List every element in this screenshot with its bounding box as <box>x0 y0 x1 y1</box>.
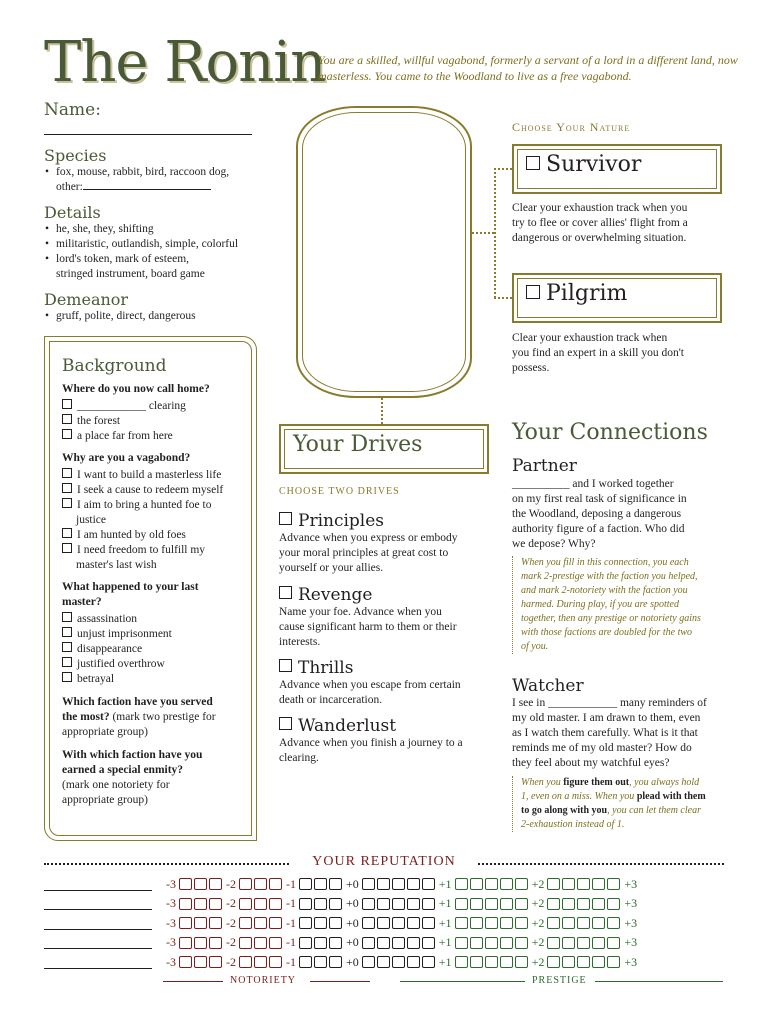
connector-line <box>494 168 496 298</box>
reputation-level-label: +3 <box>624 896 638 910</box>
reputation-box[interactable] <box>179 917 192 929</box>
checkbox[interactable] <box>62 483 72 493</box>
reputation-box[interactable] <box>209 898 222 910</box>
reputation-box[interactable] <box>407 878 420 890</box>
reputation-box[interactable] <box>455 917 468 929</box>
reputation-level-label: -1 <box>286 915 296 930</box>
reputation-level-label: -3 <box>166 876 176 891</box>
reputation-box[interactable] <box>592 917 605 929</box>
reputation-box[interactable] <box>362 937 375 949</box>
option-betrayal[interactable]: betrayal <box>62 672 248 687</box>
reputation-box[interactable] <box>377 937 390 949</box>
reputation-box[interactable] <box>562 956 575 968</box>
reputation-box[interactable] <box>592 956 605 968</box>
reputation-box[interactable] <box>329 937 342 949</box>
checkbox[interactable] <box>62 498 72 508</box>
reputation-level-label: +1 <box>438 915 452 930</box>
reputation-box[interactable] <box>299 898 312 910</box>
reputation-row <box>44 915 640 931</box>
reputation-box[interactable] <box>314 878 327 890</box>
reputation-box[interactable] <box>329 898 342 910</box>
option-redeem[interactable]: I seek a cause to redeem myself <box>62 483 248 498</box>
reputation-box[interactable] <box>485 937 498 949</box>
reputation-box[interactable] <box>607 898 620 910</box>
principles-checkbox[interactable] <box>279 512 292 525</box>
reputation-level-label: -2 <box>226 935 236 949</box>
reputation-box[interactable] <box>592 878 605 890</box>
thrills-checkbox[interactable] <box>279 659 292 672</box>
reputation-box[interactable] <box>377 956 390 968</box>
reputation-level-label: -3 <box>166 896 176 910</box>
reputation-box[interactable] <box>362 878 375 890</box>
reputation-box[interactable] <box>254 878 267 890</box>
reputation-box[interactable] <box>547 878 560 890</box>
reputation-box[interactable] <box>592 898 605 910</box>
watcher-note: When you figure them out, you always hold 1, even on a miss. When you plead with them to go along with you, you can let them clear 2-exhaustion instead of 1. <box>512 776 736 832</box>
reputation-box[interactable] <box>470 898 483 910</box>
checkbox[interactable] <box>62 528 72 538</box>
reputation-level-label: -1 <box>286 896 296 910</box>
reputation-box[interactable] <box>485 956 498 968</box>
drive-principles: Principles Advance when you express or embody your moral principles at great cost to yourself or your allies. <box>279 511 458 574</box>
faction-name-field[interactable] <box>44 956 152 969</box>
reputation-box[interactable] <box>607 917 620 929</box>
reputation-level-label: -1 <box>286 876 296 891</box>
reputation-level-label: +2 <box>531 954 545 969</box>
page-title: The Ronin <box>44 30 326 95</box>
reputation-row <box>44 896 640 912</box>
reputation-box[interactable] <box>314 956 327 968</box>
details-item: • militaristic, outlandish, simple, colorful <box>56 237 259 252</box>
faction-name-field[interactable] <box>44 897 152 910</box>
reputation-box[interactable] <box>547 917 560 929</box>
species-options: • fox, mouse, rabbit, bird, raccoon dog, <box>56 165 254 180</box>
notoriety-label: NOTORIETY <box>230 975 297 986</box>
reputation-box[interactable] <box>329 878 342 890</box>
partner-text: __________ and I worked together on my first real task of significance in the Woodland, deposing a dangerous authority figure of a faction. Who did we depose? Why? <box>512 478 687 550</box>
reputation-box[interactable] <box>407 917 420 929</box>
connector-line <box>472 232 494 234</box>
option-forest[interactable]: the forest <box>62 414 248 429</box>
reputation-box[interactable] <box>377 878 390 890</box>
reputation-box[interactable] <box>577 917 590 929</box>
option-hunted-foe[interactable]: I aim to bring a hunted foe to <box>62 498 248 513</box>
reputation-level-label: -2 <box>226 954 236 969</box>
option-imprisonment[interactable]: unjust imprisonment <box>62 627 248 642</box>
reputation-level-label: +3 <box>624 915 638 930</box>
partner-heading: Partner <box>512 456 577 476</box>
species-other: other: <box>44 180 254 195</box>
reputation-box[interactable] <box>515 878 528 890</box>
species-list <box>44 165 254 195</box>
reputation-level-label: +0 <box>346 915 359 930</box>
reputation-box[interactable] <box>547 956 560 968</box>
revenge-checkbox[interactable] <box>279 586 292 599</box>
checkbox[interactable] <box>62 543 72 553</box>
drives-subheading: CHOOSE TWO DRIVES <box>279 486 400 497</box>
reputation-box[interactable] <box>194 937 207 949</box>
faction-name-field[interactable] <box>44 878 152 891</box>
reputation-box[interactable] <box>254 898 267 910</box>
background-section <box>62 356 248 808</box>
reputation-box[interactable] <box>239 917 252 929</box>
question-vagabond: Why are you a vagabond? <box>62 452 191 464</box>
reputation-box[interactable] <box>392 898 405 910</box>
reputation-box[interactable] <box>547 937 560 949</box>
faction-name-field[interactable] <box>44 936 152 949</box>
reputation-box[interactable] <box>392 878 405 890</box>
details-item: • lord's token, mark of esteem, <box>56 252 259 267</box>
connections-title: Your Connections <box>512 420 708 445</box>
prestige-rule <box>400 981 525 982</box>
partner-note: When you fill in this connection, you each mark 2-prestige with the faction you helped, and mark 2-notoriety with the faction you harmed. During play, if you are spotted together, then any prestige or notoriety gains with those factions are doubled for the two of you. <box>512 556 731 654</box>
species-heading: Species <box>44 146 107 165</box>
reputation-level-label: +2 <box>531 915 545 930</box>
reputation-box[interactable] <box>179 956 192 968</box>
reputation-box[interactable] <box>269 917 282 929</box>
reputation-level-label: +2 <box>531 935 545 949</box>
reputation-box[interactable] <box>407 898 420 910</box>
reputation-box[interactable] <box>254 937 267 949</box>
option-disappearance[interactable]: disappearance <box>62 642 248 657</box>
reputation-level-label: -3 <box>166 935 176 949</box>
watcher-heading: Watcher <box>512 676 584 696</box>
reputation-box[interactable] <box>500 898 513 910</box>
checkbox[interactable] <box>62 468 72 478</box>
option-hunted-foe-cont: justice <box>76 514 107 526</box>
reputation-box[interactable] <box>407 956 420 968</box>
species-other-field[interactable] <box>83 189 211 190</box>
reputation-box[interactable] <box>254 917 267 929</box>
survivor-checkbox[interactable] <box>526 156 540 170</box>
reputation-box[interactable] <box>577 956 590 968</box>
reputation-box[interactable] <box>194 878 207 890</box>
reputation-box[interactable] <box>422 937 435 949</box>
nature-pilgrim-box[interactable] <box>512 273 722 323</box>
reputation-heading: YOUR REPUTATION <box>312 854 456 869</box>
reputation-level-label: +3 <box>624 954 638 969</box>
reputation-box[interactable] <box>269 956 282 968</box>
reputation-box[interactable] <box>377 917 390 929</box>
reputation-box[interactable] <box>607 956 620 968</box>
pilgrim-title: Pilgrim <box>546 281 628 306</box>
survivor-text: Clear your exhaustion track when you try to flee or cover allies' flight from a dangerous or overwhelming situation. <box>512 202 688 244</box>
portrait-frame-inner <box>302 112 466 392</box>
reputation-level-label: -3 <box>166 915 176 930</box>
reputation-box[interactable] <box>515 898 528 910</box>
reputation-box[interactable] <box>500 878 513 890</box>
reputation-box[interactable] <box>392 937 405 949</box>
reputation-box[interactable] <box>329 917 342 929</box>
reputation-box[interactable] <box>607 937 620 949</box>
reputation-box[interactable] <box>314 898 327 910</box>
watcher-text: I see in ____________ many reminders of my old master. I am drawn to them, even as I watch them carefully. What is it that reminds me of my old master? How do they feel about my watchful eyes? <box>512 697 707 769</box>
faction-name-field[interactable] <box>44 917 152 930</box>
reputation-box[interactable] <box>515 956 528 968</box>
reputation-box[interactable] <box>455 898 468 910</box>
reputation-box[interactable] <box>209 878 222 890</box>
wanderlust-checkbox[interactable] <box>279 717 292 730</box>
details-heading: Details <box>44 203 101 222</box>
reputation-box[interactable] <box>377 898 390 910</box>
reputation-box[interactable] <box>470 956 483 968</box>
reputation-box[interactable] <box>239 937 252 949</box>
demeanor-heading: Demeanor <box>44 290 129 309</box>
reputation-level-label: +0 <box>346 896 359 910</box>
reputation-box[interactable] <box>562 917 575 929</box>
checkbox[interactable] <box>62 399 72 409</box>
reputation-level-label: -2 <box>226 876 236 891</box>
reputation-level-label: +3 <box>624 935 638 949</box>
reputation-level-label: +1 <box>438 896 452 910</box>
reputation-box[interactable] <box>577 937 590 949</box>
checkbox[interactable] <box>62 642 72 652</box>
reputation-level-label: -2 <box>226 915 236 930</box>
option-masterless[interactable]: I want to build a masterless life <box>62 468 248 483</box>
reputation-box[interactable] <box>194 956 207 968</box>
connector-line <box>494 297 512 299</box>
option-clearing[interactable]: ____________ clearing <box>62 399 248 414</box>
reputation-box[interactable] <box>470 937 483 949</box>
checkbox[interactable] <box>62 414 72 424</box>
checkbox[interactable] <box>62 627 72 637</box>
drive-wanderlust: Wanderlust Advance when you finish a journey to a clearing. <box>279 716 463 764</box>
reputation-level-label: -2 <box>226 896 236 910</box>
reputation-box[interactable] <box>194 917 207 929</box>
survivor-title: Survivor <box>546 152 642 177</box>
reputation-box[interactable] <box>314 937 327 949</box>
reputation-box[interactable] <box>485 878 498 890</box>
reputation-box[interactable] <box>209 937 222 949</box>
reputation-box[interactable] <box>299 878 312 890</box>
reputation-box[interactable] <box>455 937 468 949</box>
reputation-box[interactable] <box>607 878 620 890</box>
reputation-box[interactable] <box>179 878 192 890</box>
reputation-box[interactable] <box>362 898 375 910</box>
connector-line <box>494 168 512 170</box>
reputation-level-label: +1 <box>438 954 452 969</box>
reputation-box[interactable] <box>269 878 282 890</box>
option-old-foes[interactable]: I am hunted by old foes <box>62 528 248 543</box>
prestige-label: PRESTIGE <box>532 975 587 986</box>
reputation-box[interactable] <box>592 937 605 949</box>
reputation-box[interactable] <box>209 956 222 968</box>
details-item: • he, she, they, shifting <box>56 222 259 237</box>
question-home: Where do you now call home? <box>62 383 210 395</box>
reputation-level-label: +0 <box>346 935 359 949</box>
reputation-box[interactable] <box>299 937 312 949</box>
reputation-box[interactable] <box>194 898 207 910</box>
option-overthrow[interactable]: justified overthrow <box>62 657 248 672</box>
reputation-level-label: -1 <box>286 954 296 969</box>
reputation-box[interactable] <box>407 937 420 949</box>
demeanor-item: • gruff, polite, direct, dangerous <box>56 309 259 324</box>
question-served: Which faction have you served the most? (mark two prestige for appropriate group) <box>62 696 216 738</box>
reputation-box[interactable] <box>547 898 560 910</box>
reputation-box[interactable] <box>422 956 435 968</box>
reputation-box[interactable] <box>362 917 375 929</box>
reputation-box[interactable] <box>500 956 513 968</box>
reputation-box[interactable] <box>422 917 435 929</box>
option-last-wish-cont: master's last wish <box>76 559 157 571</box>
details-item-cont: stringed instrument, board game <box>56 268 205 280</box>
reputation-level-label: -3 <box>166 954 176 969</box>
pilgrim-text: Clear your exhaustion track when you find an expert in a skill you don't possess. <box>512 332 684 374</box>
name-label: Name: <box>44 100 101 120</box>
drives-title: Your Drives <box>293 432 423 457</box>
reputation-box[interactable] <box>314 917 327 929</box>
reputation-level-label: +2 <box>531 896 545 910</box>
notoriety-rule <box>163 981 223 982</box>
option-last-wish[interactable]: I need freedom to fulfill my <box>62 543 248 558</box>
reputation-box[interactable] <box>392 917 405 929</box>
reputation-level-label: +0 <box>346 876 359 891</box>
reputation-box[interactable] <box>562 898 575 910</box>
reputation-row <box>44 935 640 951</box>
reputation-box[interactable] <box>515 917 528 929</box>
reputation-box[interactable] <box>485 917 498 929</box>
reputation-box[interactable] <box>562 878 575 890</box>
reputation-box[interactable] <box>485 898 498 910</box>
question-master: What happened to your last master? <box>62 581 199 608</box>
checkbox[interactable] <box>62 612 72 622</box>
question-enmity: With which faction have you earned a special enmity? (mark one notoriety for appropriate group) <box>62 749 203 806</box>
reputation-box[interactable] <box>515 937 528 949</box>
reputation-box[interactable] <box>179 898 192 910</box>
reputation-row <box>44 954 640 970</box>
reputation-box[interactable] <box>329 956 342 968</box>
reputation-level-label: +0 <box>346 954 359 969</box>
details-list <box>44 222 259 282</box>
reputation-box[interactable] <box>239 956 252 968</box>
reputation-level-label: -1 <box>286 935 296 949</box>
reputation-box[interactable] <box>455 878 468 890</box>
reputation-box[interactable] <box>500 937 513 949</box>
reputation-box[interactable] <box>422 898 435 910</box>
reputation-level-label: +3 <box>624 876 638 891</box>
reputation-level-label: +1 <box>438 935 452 949</box>
reputation-row <box>44 876 640 892</box>
reputation-box[interactable] <box>239 878 252 890</box>
prestige-rule <box>595 981 723 982</box>
drive-revenge: Revenge Name your foe. Advance when you cause significant harm to them or their interests. <box>279 585 457 648</box>
reputation-box[interactable] <box>577 898 590 910</box>
checkbox[interactable] <box>62 657 72 667</box>
reputation-box[interactable] <box>470 878 483 890</box>
drive-thrills: Thrills Advance when you escape from certain death or incarceration. <box>279 658 461 706</box>
option-assassination[interactable]: assassination <box>62 612 248 627</box>
reputation-box[interactable] <box>422 878 435 890</box>
reputation-box[interactable] <box>299 917 312 929</box>
reputation-box[interactable] <box>392 956 405 968</box>
name-field[interactable] <box>44 134 252 135</box>
pilgrim-checkbox[interactable] <box>526 285 540 299</box>
notoriety-rule <box>310 981 370 982</box>
reputation-level-label: +1 <box>438 876 452 891</box>
reputation-box[interactable] <box>362 956 375 968</box>
reputation-box[interactable] <box>299 956 312 968</box>
nature-survivor-box[interactable] <box>512 144 722 194</box>
drives-box <box>279 424 489 474</box>
reputation-box[interactable] <box>269 937 282 949</box>
checkbox[interactable] <box>62 672 72 682</box>
reputation-box[interactable] <box>577 878 590 890</box>
background-heading: Background <box>62 356 167 376</box>
reputation-box[interactable] <box>254 956 267 968</box>
reputation-box[interactable] <box>209 917 222 929</box>
reputation-box[interactable] <box>470 917 483 929</box>
option-far[interactable]: a place far from here <box>62 429 248 444</box>
connector-line <box>381 398 383 424</box>
reputation-box[interactable] <box>179 937 192 949</box>
demeanor-list <box>44 309 259 324</box>
reputation-box[interactable] <box>239 898 252 910</box>
reputation-level-label: +2 <box>531 876 545 891</box>
checkbox[interactable] <box>62 429 72 439</box>
reputation-box[interactable] <box>455 956 468 968</box>
reputation-box[interactable] <box>500 917 513 929</box>
nature-heading: Choose Your Nature <box>512 120 631 134</box>
reputation-box[interactable] <box>562 937 575 949</box>
reputation-box[interactable] <box>269 898 282 910</box>
intro-text: You are a skilled, willful vagabond, formerly a servant of a lord in a different land, now masterless. You came to the Woodland to live as a free vagabond. <box>318 53 738 83</box>
